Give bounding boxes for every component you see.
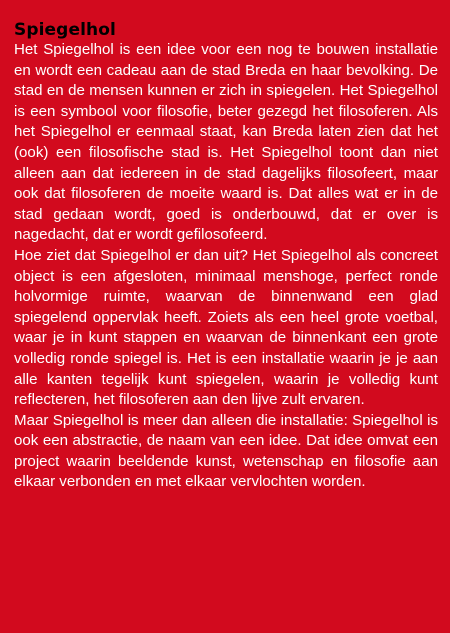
- paragraph-abstraction: Maar Spiegelhol is meer dan alleen die installatie: Spiegelhol is ook een abstractie, de naam van een idee. Dat idee omvat een project waarin beeldende kunst, wetenschap en filosofie aan elkaar verbonden en met elkaar vervlochten worden.: [14, 411, 438, 491]
- document-title: Spiegelhol: [14, 20, 116, 40]
- paragraph-description: Hoe ziet dat Spiegelhol er dan uit? Het Spiegelhol als concreet object is een afgesloten, minimaal menshoge, perfect ronde holvormige ruimte, waarvan de binnenwand een glad spiegelend oppervlak heeft. Zoiets als een heel grote voetbal, waar je in kunt stappen en waarvan de binnenkant een grote volledig ronde spiegel is. Het is een installatie waarin je je aan alle kanten tegelijk kunt spiegelen, waarin je volledig kunt reflecteren, het filosoferen aan den lijve zult ervaren.: [14, 246, 438, 409]
- document-page: [14, 20, 438, 493]
- paragraph-intro: Het Spiegelhol is een idee voor een nog te bouwen installatie en wordt een cadeau aan de stad Breda en haar bevolking. De stad en de mensen kunnen er zich in spiegelen. Het Spiegelhol is een symbool voor filosofie, beter gezegd het filosoferen. Als het Spiegelhol er eenmaal staat, kan Breda laten zien dat het (ook) een filosofische stad is. Het Spiegelhol toont dan niet alleen aan dat iedereen in de stad dagelijks filosofeert, maar ook dat filosoferen de moeite waard is. Dat alles wat er in de stad gedaan wordt, goed is onderbouwd, dat er over is nagedacht, dat er wordt gefilosofeerd.: [14, 41, 438, 244]
